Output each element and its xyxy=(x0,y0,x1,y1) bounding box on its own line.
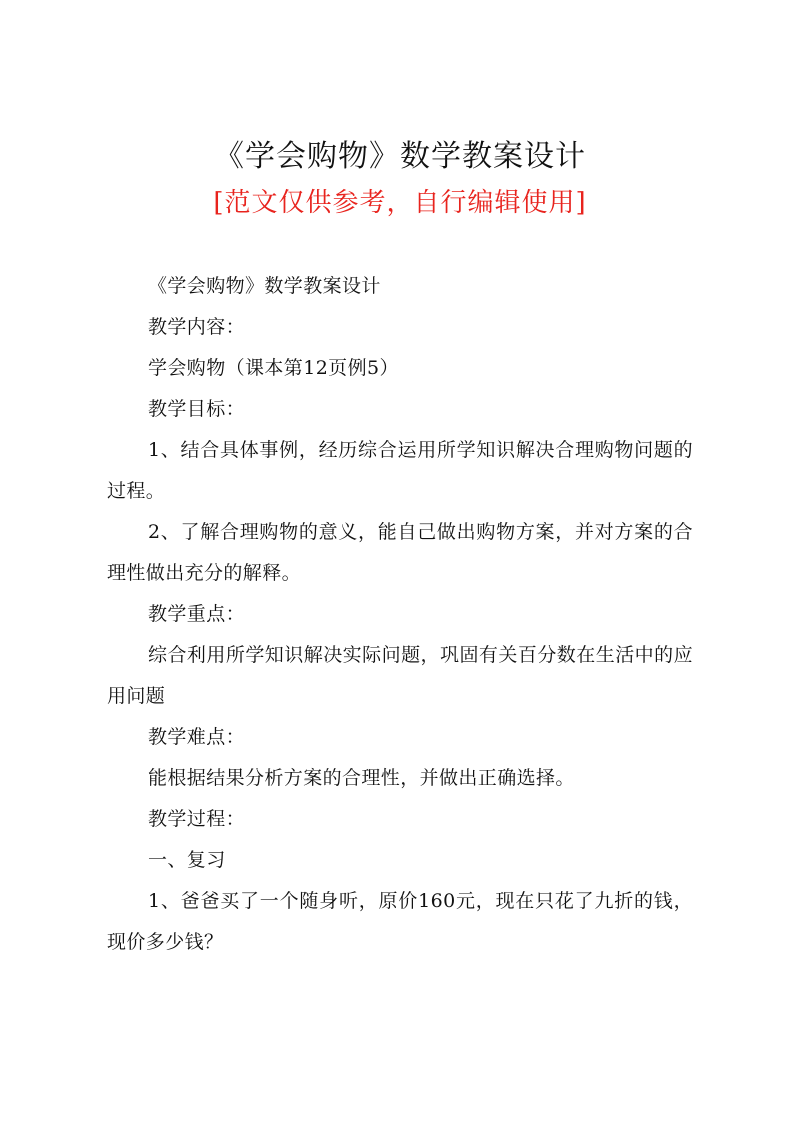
section-label-difficulties: 教学难点： xyxy=(148,726,246,748)
difficulties-text: 能根据结果分析方案的合理性，并做出正确选择。 xyxy=(148,767,575,789)
process-step-heading: 一、复习 xyxy=(148,849,226,871)
document-title: 《学会购物》数学教案设计 xyxy=(214,139,586,174)
document-subtitle: [范文仅供参考，自行编辑使用] xyxy=(213,188,587,218)
section-label-key-points: 教学重点： xyxy=(148,603,246,625)
review-question: 1、爸爸买了一个随身听，原价160元，现在只花了九折的钱，现价多少钱？ xyxy=(107,890,693,953)
objective-item: 2、了解合理购物的意义，能自己做出购物方案，并对方案的合理性做出充分的解释。 xyxy=(107,521,693,584)
body-heading: 《学会购物》数学教案设计 xyxy=(148,275,381,297)
objective-item: 1、结合具体事例，经历综合运用所学知识解决合理购物问题的过程。 xyxy=(107,439,693,502)
section-label-objectives: 教学目标： xyxy=(148,398,246,420)
section-label-content: 教学内容： xyxy=(148,316,246,338)
key-points-text: 综合利用所学知识解决实际问题，巩固有关百分数在生活中的应用问题 xyxy=(107,644,693,707)
document-body xyxy=(107,266,693,963)
section-label-process: 教学过程： xyxy=(148,808,246,830)
content-text: 学会购物（课本第12页例5） xyxy=(148,357,399,379)
